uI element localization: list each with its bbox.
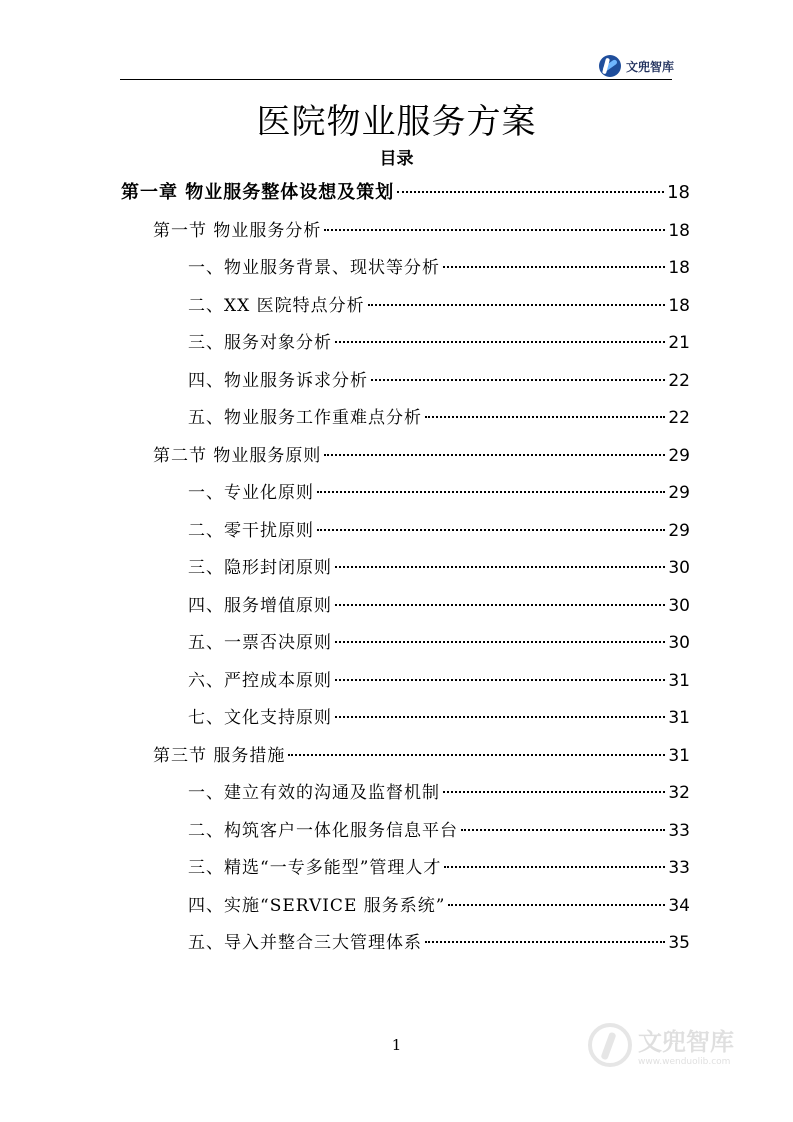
toc-entry[interactable]	[188, 555, 690, 581]
toc-leader-dots	[443, 791, 665, 793]
toc-leader-dots	[324, 454, 665, 456]
toc-entry[interactable]	[188, 593, 690, 619]
toc-leader-dots	[335, 716, 665, 718]
toc-entry-page: 18	[667, 182, 690, 203]
toc-entry[interactable]	[121, 180, 690, 206]
toc-entry-page: 31	[668, 670, 690, 691]
toc-entry-page: 18	[668, 220, 690, 241]
toc-entry[interactable]	[188, 893, 690, 919]
document-title: 医院物业服务方案	[256, 102, 537, 142]
toc-entry-page: 18	[668, 258, 690, 278]
toc-entry-label: 三、服务对象分析	[188, 333, 332, 353]
toc-entry-page: 30	[668, 558, 690, 578]
toc-entry[interactable]	[188, 705, 690, 731]
watermark	[588, 1022, 734, 1067]
toc-entry[interactable]	[188, 255, 690, 281]
toc-entry[interactable]	[188, 405, 690, 431]
toc-entry-label: 一、专业化原则	[188, 483, 314, 503]
toc-entry[interactable]	[188, 368, 690, 394]
toc-entry-page: 32	[668, 783, 690, 803]
toc-leader-dots	[317, 491, 665, 493]
toc-entry[interactable]	[153, 443, 690, 469]
toc-entry-page: 21	[668, 333, 690, 353]
watermark-logo-icon	[588, 1023, 632, 1067]
watermark-text: 文兜智库	[638, 1028, 734, 1056]
toc-entry[interactable]	[188, 330, 690, 356]
logo-text: 文兜智库	[626, 59, 675, 74]
toc-entry-label: 二、构筑客户一体化服务信息平台	[188, 820, 458, 841]
toc-entry[interactable]	[188, 818, 690, 844]
toc-leader-dots	[425, 416, 665, 418]
toc-leader-dots	[335, 566, 665, 568]
toc-entry-label: 五、物业服务工作重难点分析	[188, 408, 422, 428]
toc-entry-page: 33	[668, 858, 690, 878]
toc-leader-dots	[317, 529, 665, 531]
toc-entry[interactable]	[188, 480, 690, 506]
toc-leader-dots	[444, 866, 665, 868]
toc-entry-page: 29	[668, 445, 690, 466]
toc-leader-dots	[335, 341, 665, 343]
toc-entry-label: 七、文化支持原则	[188, 708, 332, 728]
toc-entry-label: 三、隐形封闭原则	[188, 558, 332, 578]
toc-leader-dots	[371, 379, 665, 381]
toc-leader-dots	[335, 641, 665, 643]
toc-entry-label: 第三节 服务措施	[153, 745, 286, 766]
toc-entry-page: 35	[668, 933, 690, 953]
toc-entry-page: 22	[668, 370, 690, 391]
toc-entry-label: 第一节 物业服务分析	[153, 220, 322, 241]
toc-entry[interactable]	[188, 855, 690, 881]
toc-entry-label: 五、一票否决原则	[188, 633, 332, 653]
toc-entry-label: 四、服务增值原则	[188, 595, 332, 616]
toc-entry[interactable]	[188, 780, 690, 806]
toc-entry-label: 第二节 物业服务原则	[153, 445, 322, 466]
toc-leader-dots	[461, 829, 665, 831]
toc-entry[interactable]	[153, 743, 690, 769]
toc-entry-label: 一、建立有效的沟通及监督机制	[188, 783, 440, 803]
toc-entry[interactable]	[153, 218, 690, 244]
toc-entry-label: 一、物业服务背景、现状等分析	[188, 258, 440, 278]
toc-leader-dots	[288, 754, 665, 756]
toc-entry-page: 29	[668, 483, 690, 503]
toc-entry-label: 二、XX 医院特点分析	[188, 295, 365, 316]
toc-entry-label: 二、零干扰原则	[188, 520, 314, 541]
page-number: 1	[391, 1036, 402, 1054]
toc-entry[interactable]	[188, 518, 690, 544]
toc-leader-dots	[368, 304, 666, 306]
watermark-url: www.wenduolib.com	[638, 1057, 731, 1067]
toc-entry[interactable]	[188, 668, 690, 694]
toc-entry-label: 四、实施“SERVICE 服务系统”	[188, 895, 446, 916]
toc-entry-page: 34	[668, 895, 690, 916]
toc-entry-label: 五、导入并整合三大管理体系	[188, 933, 422, 953]
toc-entry-label: 四、物业服务诉求分析	[188, 370, 368, 391]
toc-leader-dots	[324, 229, 665, 231]
toc-leader-dots	[448, 904, 665, 906]
toc-entry[interactable]	[188, 930, 690, 956]
toc-leader-dots	[335, 604, 665, 606]
toc-entry-page: 31	[668, 745, 690, 766]
toc-leader-dots	[335, 679, 665, 681]
toc-entry-page: 30	[668, 633, 690, 653]
toc-entry-page: 18	[668, 295, 690, 316]
toc-entry-label: 六、严控成本原则	[188, 670, 332, 691]
toc-leader-dots	[443, 266, 665, 268]
toc-entry-label: 第一章 物业服务整体设想及策划	[121, 182, 395, 203]
toc-leader-dots	[397, 191, 664, 193]
toc-entry-page: 29	[668, 520, 690, 541]
toc-entry[interactable]	[188, 293, 690, 319]
toc-heading: 目录	[379, 149, 414, 169]
toc-entry-page: 33	[668, 820, 690, 841]
toc-entry-page: 22	[668, 408, 690, 428]
toc-entry-page: 30	[668, 595, 690, 616]
toc-entry-page: 31	[668, 708, 690, 728]
toc-leader-dots	[425, 941, 665, 943]
toc-entry-label: 三、精选“一专多能型”管理人才	[188, 858, 442, 878]
toc-entry[interactable]	[188, 630, 690, 656]
